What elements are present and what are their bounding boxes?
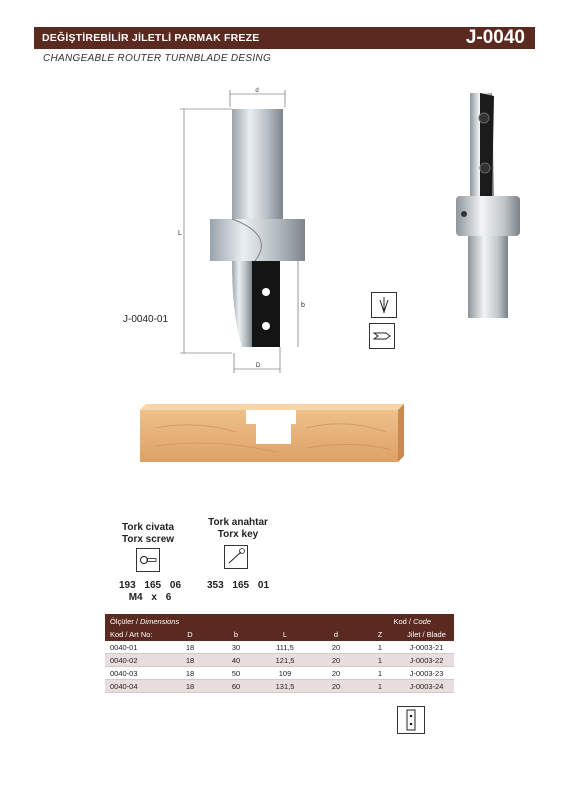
torx-screw-icon	[136, 548, 160, 572]
code-label	[393, 617, 431, 626]
dimensions-label	[110, 617, 179, 626]
dim-b-label: b	[301, 302, 305, 309]
table-cell: J-0003-24	[409, 681, 444, 691]
torx-screw-title	[110, 522, 186, 546]
table-row	[105, 641, 454, 654]
table-cell: 20	[331, 681, 341, 691]
col-header: L	[282, 630, 288, 639]
table-cell: 121,5	[275, 655, 295, 665]
table-row	[105, 680, 454, 693]
table-cell: 109	[278, 668, 292, 678]
table-section-header	[105, 614, 454, 628]
col-header: Kod / Art No:	[110, 630, 153, 639]
table-cell: 0040-04	[110, 681, 138, 691]
code-label-tr: Kod /	[393, 616, 414, 626]
code-label-en: Code	[413, 616, 431, 626]
torx-screw-title-tr: Tork civata	[121, 522, 175, 533]
col-header: b	[233, 630, 239, 639]
product-code: J-0040	[465, 27, 525, 48]
table-cell: 60	[231, 681, 241, 691]
table-row	[105, 667, 454, 680]
table-cell: J-0003-22	[409, 655, 444, 665]
table-cell: 0040-01	[110, 642, 138, 652]
table-cell: 20	[331, 655, 341, 665]
table-header-row	[105, 628, 454, 641]
table-cell: 111,5	[276, 642, 294, 652]
product-photo	[448, 88, 528, 323]
table-cell: J-0003-21	[409, 642, 444, 652]
blade-icon	[397, 706, 425, 734]
table-cell: 30	[231, 642, 241, 652]
table-cell: 131,5	[275, 681, 295, 691]
side-cut-icon	[369, 323, 395, 349]
technical-drawing	[170, 85, 320, 375]
table-cell: 18	[185, 668, 195, 678]
table-cell: 40	[231, 655, 241, 665]
table-cell: 0040-02	[110, 655, 138, 665]
torx-screw-spec: M4 x 6	[128, 592, 172, 603]
table-cell: 1	[377, 681, 383, 691]
torx-key-title	[198, 517, 278, 541]
col-header: D	[187, 630, 193, 639]
torx-key-code: 353 165 01	[206, 580, 270, 591]
wood-sample-illustration	[136, 398, 411, 468]
table-cell: 20	[331, 668, 341, 678]
dimensions-label-en: Dimensions	[140, 616, 180, 626]
torx-screw-code	[105, 580, 195, 604]
table-cell: 18	[185, 681, 195, 691]
table-row	[105, 654, 454, 667]
torx-key-title-en: Torx key	[217, 529, 259, 540]
col-header: Z	[377, 630, 383, 639]
header-bar	[34, 27, 535, 49]
torx-key-title-tr: Tork anahtar	[208, 517, 268, 528]
table-cell: 1	[377, 642, 383, 652]
table-cell: J-0003-23	[409, 668, 444, 678]
table-cell: 20	[331, 642, 341, 652]
torx-screw-title-en: Torx screw	[121, 534, 175, 545]
col-header: d	[333, 630, 339, 639]
plunge-cut-icon	[371, 292, 397, 318]
torx-key-icon	[224, 545, 248, 569]
dimensions-label-tr: Ölçüler /	[110, 616, 141, 626]
table-cell: 50	[231, 668, 241, 678]
dim-L-label: L	[178, 230, 182, 237]
subtitle: CHANGEABLE ROUTER TURNBLADE DESING	[43, 53, 272, 64]
header-title: DEĞİŞTİREBİLİR JİLETLİ PARMAK FREZE	[42, 32, 260, 44]
table-cell: 1	[377, 668, 383, 678]
col-header: Jilet / Blade	[407, 630, 446, 639]
dim-d-label: d	[255, 88, 259, 94]
table-cell: 1	[377, 655, 383, 665]
dimensions-table	[105, 614, 454, 693]
table-cell: 0040-03	[110, 668, 138, 678]
model-label: J-0040-01	[123, 314, 169, 325]
table-cell: 18	[185, 642, 195, 652]
table-cell: 18	[185, 655, 195, 665]
torx-screw-code-number: 193 165 06	[118, 580, 182, 591]
dim-D-label: D	[255, 363, 261, 369]
